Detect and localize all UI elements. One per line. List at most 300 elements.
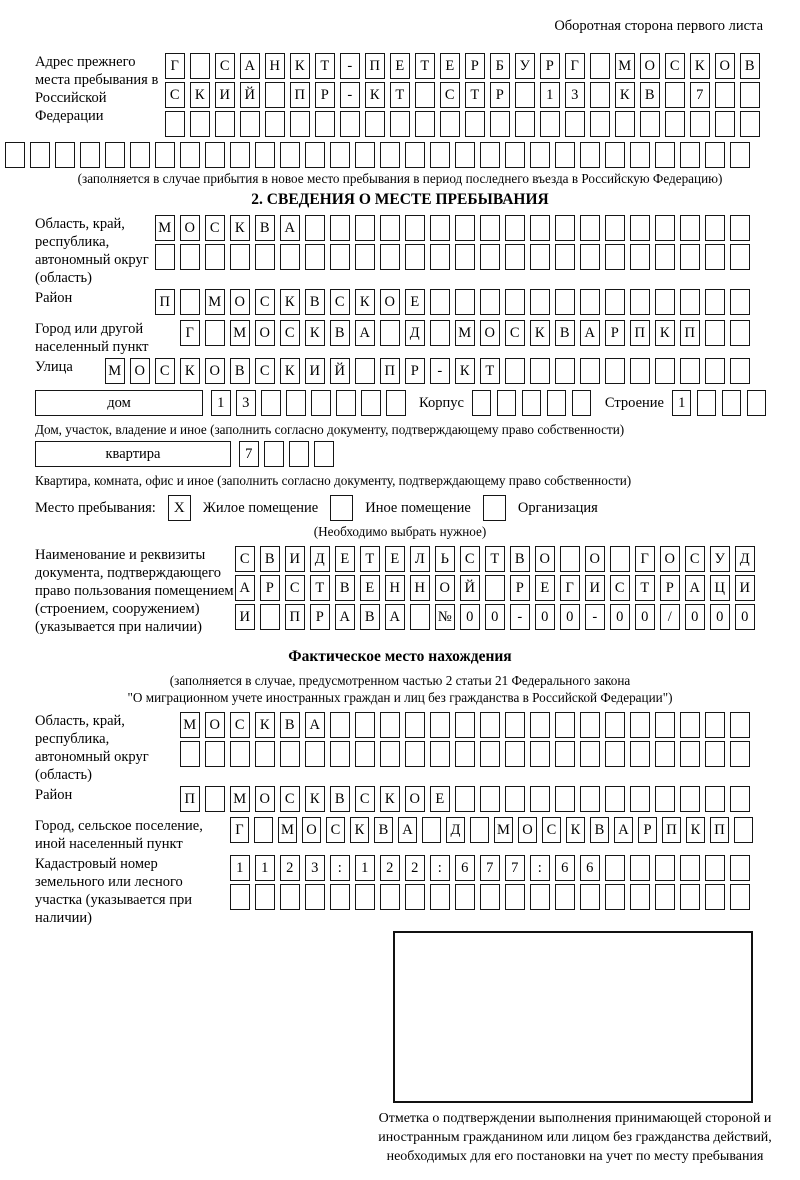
stay-type-checkbox-residential[interactable]: X (168, 495, 191, 521)
char-box (580, 289, 600, 315)
cadastre-label: Кадастровый номер земельного или лесного участка (указывается при наличии) (35, 856, 192, 926)
char-box: 1 (672, 390, 692, 416)
char-box (361, 390, 381, 416)
char-box: К (280, 358, 300, 384)
city-row[interactable] (180, 320, 755, 353)
char-box: О (205, 712, 225, 738)
char-box (655, 786, 675, 812)
char-box: А (355, 320, 375, 346)
char-box (305, 741, 325, 767)
char-box: Т (635, 575, 655, 601)
char-box (715, 82, 735, 108)
field-previous-address (35, 53, 765, 140)
char-box (605, 884, 625, 910)
char-box: О (380, 289, 400, 315)
region-row-1[interactable] (155, 215, 765, 241)
char-box: : (530, 855, 550, 881)
char-box (630, 855, 650, 881)
char-box: Т (480, 358, 500, 384)
char-box (430, 884, 450, 910)
char-box (605, 786, 625, 812)
char-box: У (710, 546, 730, 572)
char-box: 0 (560, 604, 580, 630)
char-box: : (330, 855, 350, 881)
char-box: О (205, 358, 225, 384)
char-box (580, 884, 600, 910)
char-box: К (655, 320, 675, 346)
char-box (730, 786, 750, 812)
char-box: М (494, 817, 513, 843)
char-box: 1 (355, 855, 375, 881)
char-box: 6 (580, 855, 600, 881)
char-box: М (230, 320, 250, 346)
char-box (740, 111, 760, 137)
char-box: Т (310, 575, 330, 601)
district-label: Район (35, 290, 73, 306)
char-box: Т (360, 546, 380, 572)
document-row-2[interactable] (235, 575, 765, 601)
char-box: К (690, 53, 710, 79)
char-box: К (530, 320, 550, 346)
actual-location-note-1: (заполняется в случае, предусмотренном частью 2 статьи 21 Федерального закона (169, 673, 631, 688)
char-box (730, 244, 750, 270)
char-box (655, 855, 675, 881)
char-box (422, 817, 441, 843)
char-box (680, 244, 700, 270)
char-box (380, 244, 400, 270)
char-box (190, 111, 210, 137)
document-label: Наименование и реквизиты документа, подтверждающего право пользования помещением (строением, сооружением) (указывается при наличии) (35, 547, 234, 635)
char-box (530, 712, 550, 738)
char-box (480, 289, 500, 315)
char-box (430, 289, 450, 315)
char-box (655, 741, 675, 767)
char-box (261, 390, 281, 416)
char-box (455, 142, 475, 168)
document-row-1[interactable] (235, 546, 765, 572)
char-box (330, 884, 350, 910)
char-box: П (290, 82, 310, 108)
char-box (590, 82, 610, 108)
char-box: В (305, 289, 325, 315)
char-box: В (590, 817, 609, 843)
char-box (630, 289, 650, 315)
char-box (505, 786, 525, 812)
char-box (522, 390, 542, 416)
char-box (580, 358, 600, 384)
char-box: М (180, 712, 200, 738)
char-box: К (255, 712, 275, 738)
char-box: С (255, 358, 275, 384)
char-box (505, 244, 525, 270)
char-box (505, 712, 525, 738)
char-box (530, 358, 550, 384)
char-box: О (130, 358, 150, 384)
char-box (330, 142, 350, 168)
char-box (465, 111, 485, 137)
char-box (580, 741, 600, 767)
korpus-row[interactable] (472, 390, 597, 416)
char-box: О (255, 320, 275, 346)
apartment-type-box[interactable]: квартира (35, 441, 231, 467)
char-box: Г (165, 53, 185, 79)
char-box: - (585, 604, 605, 630)
char-box (505, 215, 525, 241)
char-box (410, 604, 430, 630)
char-box: : (430, 855, 450, 881)
char-box: М (155, 215, 175, 241)
char-box: О (585, 546, 605, 572)
char-box: В (330, 786, 350, 812)
char-box (80, 142, 100, 168)
char-box: О (640, 53, 660, 79)
char-box (555, 244, 575, 270)
char-box: 0 (635, 604, 655, 630)
char-box (470, 817, 489, 843)
char-box: 2 (380, 855, 400, 881)
char-box (455, 244, 475, 270)
char-box (630, 215, 650, 241)
char-box: С (215, 53, 235, 79)
char-box: О (715, 53, 735, 79)
char-box (655, 884, 675, 910)
char-box (605, 712, 625, 738)
char-box: О (180, 215, 200, 241)
char-box (680, 215, 700, 241)
char-box: 2 (405, 855, 425, 881)
char-box: К (290, 53, 310, 79)
stay-type-note: (Необходимо выбрать нужное) (313, 524, 487, 539)
char-box (355, 712, 375, 738)
char-box (605, 142, 625, 168)
actual-region-row-1[interactable] (180, 712, 765, 738)
stay-type-label: Место пребывания: (35, 499, 156, 516)
char-box (740, 82, 760, 108)
char-box (355, 142, 375, 168)
char-box (655, 215, 675, 241)
char-box (730, 712, 750, 738)
char-box: И (285, 546, 305, 572)
char-box (180, 741, 200, 767)
char-box: Н (410, 575, 430, 601)
stroenie-label: Строение (604, 395, 664, 411)
previous-address-rows (165, 53, 765, 140)
char-box (455, 884, 475, 910)
char-box (630, 786, 650, 812)
char-box: К (355, 289, 375, 315)
stay-type-checkbox-other[interactable] (330, 495, 353, 521)
char-box: И (235, 604, 255, 630)
field-actual-city (35, 817, 765, 853)
field-region (35, 215, 765, 287)
char-box: Д (310, 546, 330, 572)
field-actual-region (35, 712, 765, 784)
char-box: Г (180, 320, 200, 346)
stay-type-option-other: Иное помещение (365, 499, 471, 516)
char-box (455, 786, 475, 812)
char-box (260, 604, 280, 630)
char-box: Т (485, 546, 505, 572)
char-box (580, 712, 600, 738)
char-box (440, 111, 460, 137)
district-row[interactable] (155, 289, 755, 315)
previous-address-label: Адрес прежнего места пребывания в Российской Федерации (35, 54, 159, 124)
actual-region-row-2[interactable] (180, 741, 765, 767)
char-box: Е (440, 53, 460, 79)
char-box: 0 (710, 604, 730, 630)
char-box: У (515, 53, 535, 79)
char-box (264, 441, 284, 467)
char-box (540, 111, 560, 137)
char-box: Е (430, 786, 450, 812)
actual-city-row[interactable] (230, 817, 758, 850)
document-row-3[interactable] (235, 604, 765, 630)
page-side-note: Оборотная сторона первого листа (554, 18, 763, 34)
char-box (286, 390, 306, 416)
char-box: П (630, 320, 650, 346)
char-box (130, 142, 150, 168)
house-number-row[interactable] (211, 390, 411, 416)
char-box (180, 142, 200, 168)
char-box (580, 142, 600, 168)
char-box (480, 244, 500, 270)
char-box: Б (490, 53, 510, 79)
char-box (655, 712, 675, 738)
char-box (290, 111, 310, 137)
char-box: М (105, 358, 125, 384)
char-box (680, 884, 700, 910)
char-box (630, 244, 650, 270)
char-box (730, 320, 750, 346)
char-box (730, 289, 750, 315)
char-box: Е (360, 575, 380, 601)
actual-district-row[interactable] (180, 786, 755, 812)
char-box (430, 244, 450, 270)
char-box: С (326, 817, 345, 843)
char-box (505, 741, 525, 767)
char-box (730, 215, 750, 241)
char-box (655, 142, 675, 168)
char-box: С (685, 546, 705, 572)
stay-type-checkbox-organization[interactable] (483, 495, 506, 521)
char-box (730, 142, 750, 168)
korpus-label: Корпус (419, 395, 464, 411)
char-box (405, 884, 425, 910)
char-box (480, 215, 500, 241)
char-box (386, 390, 406, 416)
char-box (530, 215, 550, 241)
char-box: П (662, 817, 681, 843)
char-box: 1 (211, 390, 231, 416)
char-box (605, 358, 625, 384)
char-box: 0 (460, 604, 480, 630)
char-box (355, 358, 375, 384)
char-box: О (405, 786, 425, 812)
char-box (336, 390, 356, 416)
char-box (555, 142, 575, 168)
char-box (355, 244, 375, 270)
char-box: 6 (455, 855, 475, 881)
apartment-row (35, 441, 765, 470)
char-box (205, 142, 225, 168)
char-box: С (235, 546, 255, 572)
char-box (305, 244, 325, 270)
house-type-box[interactable]: дом (35, 390, 203, 416)
char-box (240, 111, 260, 137)
char-box (265, 111, 285, 137)
char-box: В (510, 546, 530, 572)
char-box: - (510, 604, 530, 630)
region-row-2[interactable] (155, 244, 765, 270)
char-box: В (230, 358, 250, 384)
char-box: М (278, 817, 297, 843)
char-box: Н (265, 53, 285, 79)
char-box: С (230, 712, 250, 738)
field-cadastre (35, 855, 765, 927)
char-box: 3 (305, 855, 325, 881)
previous-address-row-1[interactable] (165, 53, 765, 79)
char-box: Е (390, 53, 410, 79)
char-box (705, 855, 725, 881)
char-box (330, 741, 350, 767)
char-box (555, 786, 575, 812)
char-box: 1 (540, 82, 560, 108)
char-box (305, 884, 325, 910)
char-box: О (480, 320, 500, 346)
char-box (630, 142, 650, 168)
char-box (590, 53, 610, 79)
char-box (705, 244, 725, 270)
char-box (605, 244, 625, 270)
char-box: А (335, 604, 355, 630)
char-box: С (205, 215, 225, 241)
char-box (430, 142, 450, 168)
street-row[interactable] (105, 358, 755, 384)
char-box: 0 (535, 604, 555, 630)
char-box: С (440, 82, 460, 108)
char-box (311, 390, 331, 416)
char-box: А (240, 53, 260, 79)
char-box (230, 741, 250, 767)
previous-address-row-3[interactable] (165, 111, 765, 137)
char-box (255, 244, 275, 270)
char-box (665, 111, 685, 137)
char-box (515, 82, 535, 108)
char-box (390, 111, 410, 137)
char-box: Н (385, 575, 405, 601)
char-box (680, 289, 700, 315)
char-box (405, 741, 425, 767)
char-box (455, 712, 475, 738)
char-box (530, 289, 550, 315)
char-box (665, 82, 685, 108)
char-box: В (640, 82, 660, 108)
char-box (605, 215, 625, 241)
char-box (680, 786, 700, 812)
char-box: А (385, 604, 405, 630)
char-box: - (430, 358, 450, 384)
char-box (380, 741, 400, 767)
char-box (105, 142, 125, 168)
char-box: В (260, 546, 280, 572)
char-box (280, 244, 300, 270)
char-box: И (585, 575, 605, 601)
char-box: Р (405, 358, 425, 384)
previous-address-row-2[interactable] (165, 82, 765, 108)
char-box (680, 142, 700, 168)
previous-address-row-4[interactable] (5, 142, 765, 168)
char-box: М (230, 786, 250, 812)
stay-type-option-residential: Жилое помещение (202, 499, 319, 516)
char-box (455, 215, 475, 241)
char-box: К (686, 817, 705, 843)
char-box (530, 741, 550, 767)
char-box: В (255, 215, 275, 241)
char-box (505, 142, 525, 168)
char-box: Д (405, 320, 425, 346)
char-box (555, 884, 575, 910)
char-box (580, 244, 600, 270)
char-box (55, 142, 75, 168)
cadastre-row-2[interactable] (230, 884, 765, 910)
char-box: О (230, 289, 250, 315)
char-box (705, 289, 725, 315)
char-box: С (665, 53, 685, 79)
apartment-note: Квартира, комната, офис и иное (заполнить согласно документу, подтверждающему право собственности) (35, 473, 632, 488)
stroenie-row[interactable] (672, 390, 772, 416)
char-box: В (374, 817, 393, 843)
char-box: К (380, 786, 400, 812)
char-box (705, 712, 725, 738)
char-box (630, 712, 650, 738)
char-box: В (335, 575, 355, 601)
char-box (680, 741, 700, 767)
char-box: С (505, 320, 525, 346)
char-box: О (535, 546, 555, 572)
char-box (330, 244, 350, 270)
confirmation-stamp-caption: Отметка о подтверждении выполнения принимающей стороной и иностранным гражданином или лицом без гражданства действий, необходимых для его постановки на учет по месту пребывания (378, 1111, 772, 1164)
char-box (705, 884, 725, 910)
cadastre-row-1[interactable] (230, 855, 765, 881)
char-box: А (305, 712, 325, 738)
char-box (747, 390, 767, 416)
char-box (680, 712, 700, 738)
char-box: Г (565, 53, 585, 79)
char-box: Ь (435, 546, 455, 572)
char-box (255, 741, 275, 767)
field-document (35, 546, 765, 636)
char-box: П (155, 289, 175, 315)
apartment-number-row[interactable] (239, 441, 339, 467)
char-box (497, 390, 517, 416)
char-box (155, 244, 175, 270)
char-box (355, 884, 375, 910)
char-box (680, 855, 700, 881)
char-box: Р (510, 575, 530, 601)
char-box (254, 817, 273, 843)
char-box: К (566, 817, 585, 843)
confirmation-stamp-box (393, 931, 753, 1103)
char-box (505, 289, 525, 315)
char-box: Г (560, 575, 580, 601)
char-box (580, 786, 600, 812)
section2-title: 2. СВЕДЕНИЯ О МЕСТЕ ПРЕБЫВАНИЯ (251, 191, 549, 208)
char-box: 0 (685, 604, 705, 630)
char-box (560, 546, 580, 572)
char-box (380, 320, 400, 346)
char-box (265, 82, 285, 108)
char-box: М (615, 53, 635, 79)
